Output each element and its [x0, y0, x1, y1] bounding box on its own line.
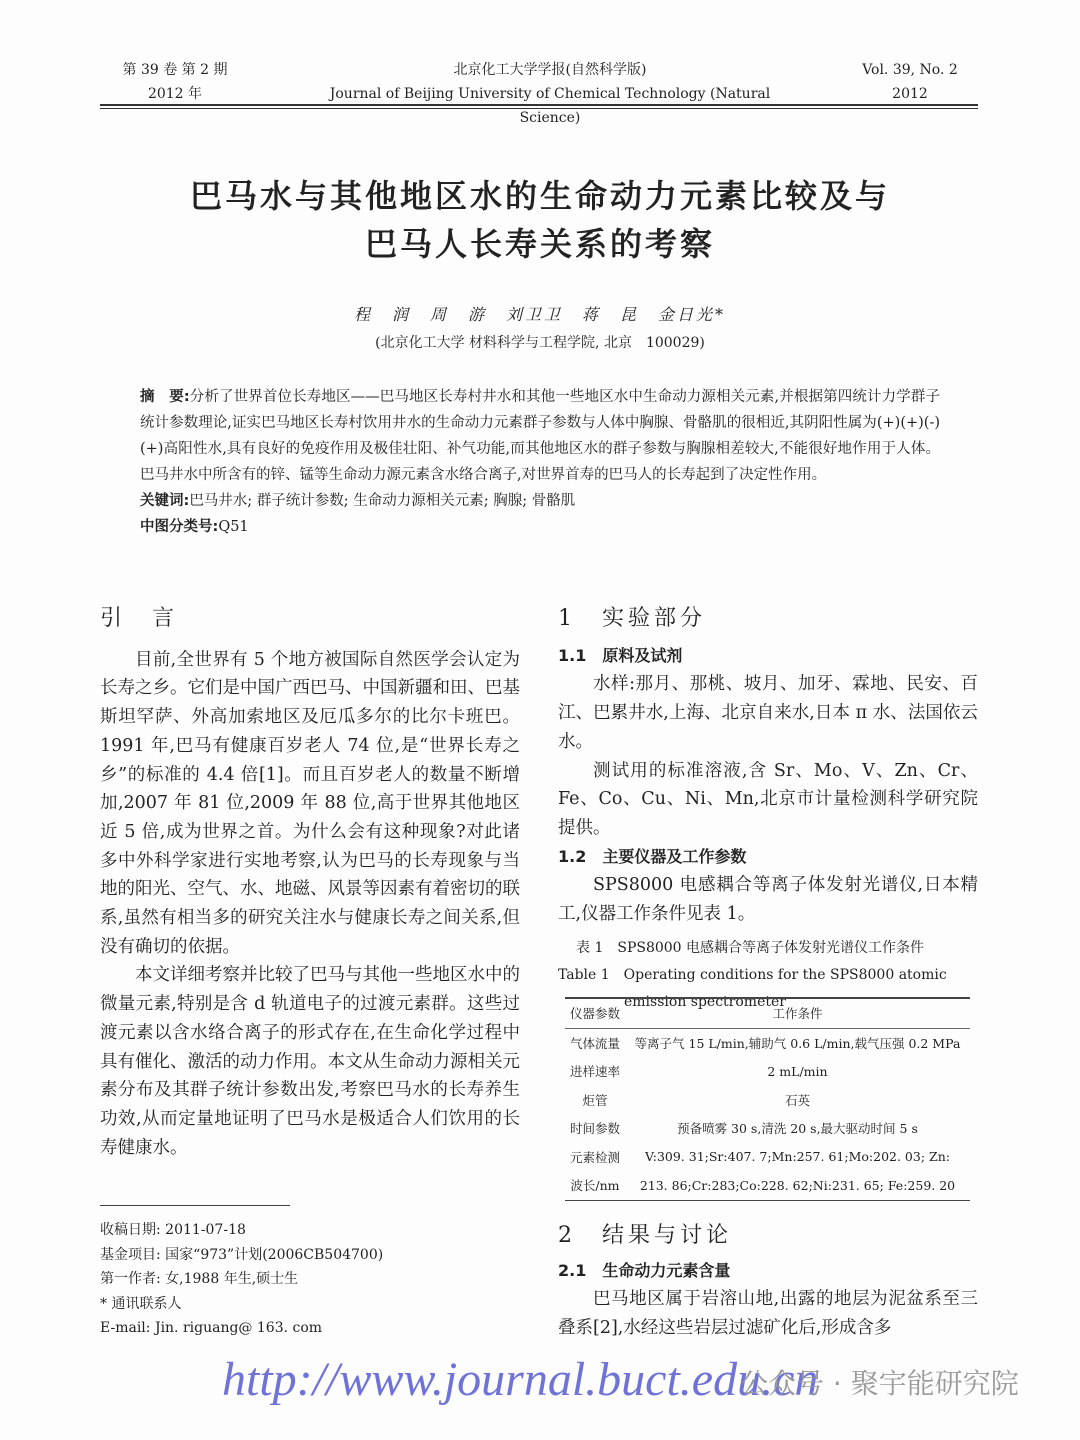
table-row [565, 1171, 970, 1200]
table-row [565, 1143, 970, 1172]
header-rule [100, 104, 978, 106]
abstract-label: 摘 要: [140, 389, 190, 405]
subsection-2-1: 2.1 生命动力元素含量 [558, 1260, 731, 1280]
table-cell-param: 时间参数 [569, 1121, 620, 1137]
footnote-fund: 基金项目: 国家“973”计划(2006CB504700) [100, 1246, 384, 1263]
table-cell-value: 石英 [784, 1092, 810, 1108]
paragraph-instrument: SPS8000 电感耦合等离子体发射光谱仪,日本精工,仪器工作条件见表 1。 [558, 875, 978, 925]
footnote-email: E-mail: Jin. riguang@ 163. com [100, 1320, 323, 1336]
abstract [140, 384, 940, 540]
wechat-watermark: 公众号 · 聚宇能研究院 [740, 1367, 1019, 1400]
footnote-rule [100, 1205, 290, 1206]
keywords-label: 关键词: [140, 493, 190, 509]
table-row [565, 1114, 970, 1143]
table-row [565, 1028, 970, 1057]
paragraph-standards: 测试用的标准溶液,含 Sr、Mo、V、Zn、Cr、Fe、Co、Cu、Ni、Mn,北京市计量检测科学研究院提供。 [558, 760, 978, 838]
paper-title [0, 172, 1080, 268]
watermark-url: http://www.journal.buct.edu.cn [222, 1353, 819, 1406]
title-line-1: 巴马水与其他地区水的生命动力元素比较及与 [189, 177, 890, 215]
footnote-first-author: 第一作者: 女,1988 年生,硕士生 [100, 1271, 299, 1287]
authors: 程 润 周 游 刘卫卫 蒋 昆 金日光* [353, 305, 726, 324]
table-cell-value: 2 mL/min [767, 1063, 828, 1079]
section-intro-heading: 引 言 [100, 606, 179, 631]
intro-paragraph-1: 目前,全世界有 5 个地方被国际自然医学会认定为长寿之乡。它们是中国广西巴马、中国新疆和田、巴基斯坦罕萨、外高加索地区及厄瓜多尔的比尔卡班巴。1991 年,巴马有健康百岁老人 74 位,是“世界长寿之乡”的标准的 4.4 倍[1]。而且百岁老人的数量不断增加,2007 年 81 位,2009 年 88 位,高于世界其他地区近 5 倍,成为世界之首。为什么会有这种现象?对此诸多中外科学家进行实地考察,认为巴马的长寿现象与当地的阳光、空气、水、地磁、风景等因素有着密切的联系,虽然有相当多的研究关注水与健康长寿之间关系,但没有确切的依据。 [100, 649, 520, 957]
journal-name-en: Journal of Beijing University of Chemical Technology (Natural Science) [329, 86, 771, 126]
table-caption-en: Table 1 Operating conditions for the SPS8000 atomic [558, 966, 947, 983]
table-cell-value: 213. 86;Cr:283;Co:228. 62;Ni:231. 65; Fe:259. 20 [639, 1177, 956, 1193]
table-row [565, 1057, 970, 1086]
clc-number: Q51 [218, 519, 249, 535]
footnote-corresponding: * 通讯联系人 [100, 1295, 182, 1312]
table-cell-param: 气体流量 [569, 1035, 620, 1051]
table-cell-param: 波长/nm [570, 1178, 620, 1194]
header-center [300, 58, 800, 130]
table-cell-param: 进样速率 [569, 1064, 620, 1080]
right-column-lower [558, 1222, 978, 1343]
intro-paragraph-2: 本文详细考察并比较了巴马与其他一些地区水中的微量元素,特别是含 d 轨道电子的过渡元素群。这些过渡元素以含水络合离子的形式存在,在生命化学过程中具有催化、激活的动力作用。本文从生命动力源相关元素分布及其群子统计参数出发,考察巴马水的长寿养生功效,从而定量地证明了巴马水是极适合人们饮用的长寿健康水。 [100, 965, 520, 1158]
volume-cn: 第 39 卷 第 2 期 [122, 62, 228, 78]
abstract-text: 分析了世界首位长寿地区——巴马地区长寿村井水和其他一些地区水中生命动力源相关元素,并根据第四统计力学群子统计参数理论,证实巴马地区长寿村饮用井水的生命动力元素群子参数与人体中胸腺、骨骼肌的很相近,其阴阳性属为(+)(+)(-)(+)高阳性水,具有良好的免疫作用及极佳壮阳、补气功能,而其他地区水的群子参数与胸腺相差较大,不能很好地作用于人体。巴马井水中所含有的锌、锰等生命动力源元素含水络合离子,对世界首寿的巴马人的长寿起到了决定性作用。 [140, 389, 940, 483]
journal-name-cn: 北京化工大学学报(自然科学版) [453, 62, 647, 78]
table-caption-en-2: emission spectrometer [624, 993, 786, 1010]
section-1-heading: 1 实验部分 [558, 606, 706, 631]
left-column [100, 605, 520, 1162]
table-header-row [565, 998, 970, 1028]
table-header: 仪器参数 [569, 1006, 620, 1022]
table-1 [565, 997, 970, 1201]
table-header: 工作条件 [772, 1006, 823, 1022]
table-cell-value: 等离子气 15 L/min,辅助气 0.6 L/min,载气压强 0.2 MPa [634, 1035, 961, 1051]
table-cell-param: 元素检测 [569, 1149, 620, 1165]
paragraph-water-samples: 水样:那月、那桃、坡月、加牙、霖地、民安、百江、巴累井水,上海、北京自来水,日本 π 水、法国依云水。 [558, 674, 978, 752]
volume-en: Vol. 39, No. 2 [862, 62, 958, 78]
section-2-heading: 2 结果与讨论 [558, 1223, 732, 1248]
keywords: 巴马井水; 群子统计参数; 生命动力源相关元素; 胸腺; 骨骼肌 [189, 493, 576, 509]
table-cell-value: 预备喷雾 30 s,清洗 20 s,最大驱动时间 5 s [677, 1121, 918, 1137]
table-cell-value: V:309. 31;Sr:407. 7;Mn:257. 61;Mo:202. 03; Zn: [644, 1149, 950, 1165]
title-line-2: 巴马人长寿关系的考察 [364, 225, 715, 263]
right-column [558, 605, 978, 1016]
clc-label: 中图分类号: [140, 519, 219, 535]
header-left [110, 58, 240, 106]
affiliation: (北京化工大学 材料科学与工程学院, 北京 100029) [375, 335, 705, 351]
table-caption-cn: 表 1 SPS8000 电感耦合等离子体发射光谱仪工作条件 [576, 939, 925, 956]
year-en: 2012 [892, 86, 928, 102]
footnotes [100, 1218, 383, 1341]
table-cell-param: 炬管 [582, 1092, 608, 1108]
year-cn: 2012 年 [147, 86, 203, 102]
paragraph-results: 巴马地区属于岩溶山地,出露的地层为泥盆系至三叠系[2],水经这些岩层过滤矿化后,形成含多 [558, 1289, 978, 1339]
subsection-1-2: 1.2 主要仪器及工作参数 [558, 846, 747, 866]
table-row [565, 1086, 970, 1115]
footnote-received: 收稿日期: 2011-07-18 [100, 1222, 246, 1238]
subsection-1-1: 1.1 原料及试剂 [558, 645, 683, 665]
header-right [850, 58, 970, 106]
header-rule-thin [100, 108, 978, 109]
